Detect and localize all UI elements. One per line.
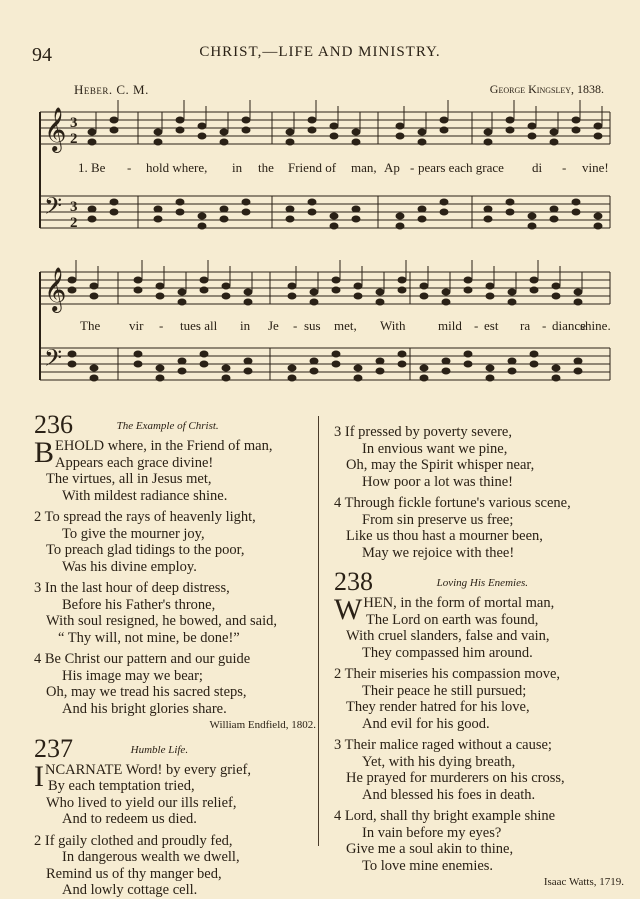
treble-clef-icon: 𝄞 (44, 107, 67, 151)
note-head (286, 216, 295, 223)
lyric-syllable: With (380, 318, 406, 333)
left-column (34, 412, 316, 899)
note-head (508, 289, 517, 296)
note-head (418, 139, 427, 146)
note-head (396, 223, 405, 230)
note-head (332, 287, 341, 294)
note-head (242, 117, 251, 124)
verse-line: And to redeem us died. (62, 811, 197, 827)
verse-line: And evil for his good. (362, 715, 490, 732)
lyric-syllable: ra (520, 318, 531, 333)
verse-line: “ Thy will, not mine, be done!” (58, 629, 240, 646)
bass-clef-icon: 𝄢 (44, 344, 63, 377)
note-head (486, 365, 495, 372)
lyric-syllable: 1. Be (78, 160, 106, 175)
note-head (156, 375, 165, 382)
note-head (486, 375, 495, 382)
note-head (200, 361, 209, 368)
lyric-syllable: pears each grace (418, 160, 504, 175)
verse-line: To love mine enemies. (362, 857, 494, 874)
lyric-syllable: vine! (582, 160, 609, 175)
verse-line: The Lord on earth was found, (366, 611, 539, 628)
note-head (308, 199, 317, 206)
note-head (572, 209, 581, 216)
note-head (244, 358, 253, 365)
note-head (420, 375, 429, 382)
note-head (154, 216, 163, 223)
verse-line: From sin preserve us free; (362, 511, 514, 528)
note-head (572, 117, 581, 124)
note-head (308, 209, 317, 216)
note-head (242, 209, 251, 216)
drop-cap: W (334, 593, 363, 626)
note-head (464, 287, 473, 294)
note-head (464, 351, 473, 358)
verse-line: With mildest radiance shine. (62, 487, 228, 504)
note-head (550, 216, 559, 223)
note-head (484, 206, 493, 213)
note-head (134, 287, 143, 294)
hymn-238 (334, 569, 624, 891)
note-head (242, 127, 251, 134)
note-head (352, 216, 361, 223)
stanza (334, 495, 624, 561)
stanza (34, 651, 316, 717)
note-head (134, 277, 143, 284)
note-head (222, 375, 231, 382)
note-head (176, 117, 185, 124)
verse-line: He prayed for murderers on his cross, (346, 770, 565, 786)
note-head (528, 133, 537, 140)
note-head (220, 206, 229, 213)
note-head (220, 129, 229, 136)
verse-line: In vain before my eyes? (362, 824, 502, 841)
tune-composer: George Kingsley, 1838. (489, 82, 604, 96)
note-head (308, 127, 317, 134)
note-head (178, 358, 187, 365)
note-head (528, 213, 537, 220)
verse-line: 4 Lord, shall thy bright example shine (334, 808, 556, 824)
note-head (330, 223, 339, 230)
note-head (244, 299, 253, 306)
stanza (334, 737, 624, 803)
column-divider (318, 416, 319, 846)
note-head (198, 133, 207, 140)
note-head (486, 293, 495, 300)
lyric-syllable: in (240, 318, 251, 333)
verse-line: Appears each grace divine! (55, 454, 214, 471)
note-head (178, 368, 187, 375)
note-head (530, 287, 539, 294)
verse-line: And his bright glories share. (62, 700, 227, 717)
note-head (352, 206, 361, 213)
lyric-syllable: Friend of (288, 160, 337, 175)
note-head (396, 133, 405, 140)
note-head (68, 277, 77, 284)
lyric-syllable: - (474, 318, 479, 333)
note-head (440, 127, 449, 134)
note-head (440, 199, 449, 206)
note-head (156, 365, 165, 372)
hymn-author: William Endfield, 1802. (209, 719, 316, 731)
note-head (530, 351, 539, 358)
note-head (332, 277, 341, 284)
note-head (594, 123, 603, 130)
verse-line: 4 Through fickle fortune's various scene, (334, 495, 571, 511)
note-head (90, 293, 99, 300)
stanza (334, 808, 624, 874)
note-head (572, 127, 581, 134)
stanza (34, 833, 316, 899)
note-head (552, 365, 561, 372)
verse-line: 2 Their miseries his compassion move, (334, 666, 561, 682)
lyric-syllable: man, (351, 160, 377, 175)
note-head (200, 277, 209, 284)
note-head (310, 358, 319, 365)
tune-name: Heber. C. M. (74, 82, 149, 97)
note-head (464, 361, 473, 368)
note-head (486, 283, 495, 290)
note-head (574, 299, 583, 306)
lyric-syllable: est (484, 318, 499, 333)
note-head (90, 375, 99, 382)
verse-line: 3 If pressed by poverty severe, (334, 424, 512, 440)
verse-line: EHOLD where, in the Friend of man, (55, 438, 273, 454)
verse-line: Before his Father's throne, (62, 596, 216, 613)
note-head (310, 289, 319, 296)
verse-line: HEN, in the form of mortal man, (363, 595, 555, 611)
note-head (354, 293, 363, 300)
lyric-syllable: tues all (180, 318, 218, 333)
lyric-syllable: - (410, 160, 415, 175)
note-head (484, 129, 493, 136)
note-head (198, 223, 207, 230)
verse-line: With cruel slanders, false and vain, (346, 628, 550, 644)
hymn-237-continued (334, 424, 624, 561)
note-head (352, 129, 361, 136)
note-head (440, 209, 449, 216)
note-head (418, 216, 427, 223)
note-head (442, 358, 451, 365)
note-head (88, 129, 97, 136)
note-head (484, 139, 493, 146)
note-head (594, 213, 603, 220)
note-head (376, 368, 385, 375)
note-head (552, 283, 561, 290)
note-head (550, 129, 559, 136)
verse-line: And blessed his foes in death. (362, 786, 536, 803)
note-head (90, 283, 99, 290)
time-signature-bottom: 2 (70, 215, 78, 231)
lyric-syllable: sus (304, 318, 321, 333)
note-head (508, 299, 517, 306)
note-head (508, 368, 517, 375)
lyric-syllable: - (562, 160, 567, 175)
verse-line: In dangerous wealth we dwell, (62, 849, 240, 865)
note-head (332, 361, 341, 368)
note-head (330, 133, 339, 140)
stanza (34, 580, 316, 646)
note-head (176, 209, 185, 216)
note-head (68, 361, 77, 368)
note-head (90, 365, 99, 372)
note-head (68, 287, 77, 294)
time-signature-top: 3 (70, 115, 78, 131)
note-head (88, 139, 97, 146)
note-head (418, 129, 427, 136)
note-head (200, 351, 209, 358)
note-head (550, 139, 559, 146)
note-head (506, 199, 515, 206)
stanza (334, 595, 624, 661)
lyric-syllable: shine. (580, 318, 611, 333)
verse-line: And lowly cottage cell. (62, 882, 198, 898)
lyric-syllable: - (293, 318, 298, 333)
lyric-syllable: Je (268, 318, 279, 333)
note-head (178, 289, 187, 296)
stanza (334, 666, 624, 732)
note-head (442, 368, 451, 375)
verse-line: They compassed him around. (362, 644, 533, 661)
verse-line: Like us thou hast a mourner been, (346, 528, 543, 544)
verse-line: His image may we bear; (62, 667, 203, 684)
verse-line: How poor a lot was thine! (362, 473, 514, 490)
note-head (354, 375, 363, 382)
verse-line: 2 To spread the rays of heavenly light, (34, 509, 256, 525)
note-head (420, 293, 429, 300)
hymn-236 (34, 412, 316, 734)
music-score (0, 0, 640, 400)
note-head (310, 299, 319, 306)
note-head (396, 213, 405, 220)
note-head (88, 206, 97, 213)
hymn-title: The Example of Christ. (116, 420, 219, 432)
note-head (574, 358, 583, 365)
verse-line: 2 If gaily clothed and proudly fed, (34, 832, 233, 849)
lyric-syllable: in (232, 160, 243, 175)
note-head (398, 287, 407, 294)
note-head (354, 283, 363, 290)
note-head (200, 287, 209, 294)
verse-line: With soul resigned, he bowed, and said, (46, 613, 277, 629)
note-head (574, 289, 583, 296)
note-head (68, 351, 77, 358)
note-head (198, 123, 207, 130)
lyric-syllable: vir (129, 318, 144, 333)
note-head (222, 293, 231, 300)
note-head (398, 351, 407, 358)
note-head (154, 139, 163, 146)
note-head (376, 289, 385, 296)
note-head (528, 223, 537, 230)
verse-line: Who lived to yield our ills relief, (46, 794, 237, 811)
note-head (550, 206, 559, 213)
note-head (484, 216, 493, 223)
note-head (396, 123, 405, 130)
note-head (110, 209, 119, 216)
treble-clef-icon: 𝄞 (44, 267, 67, 311)
lyric-syllable: - (127, 160, 132, 175)
verse-line: They render hatred for his love, (346, 699, 530, 715)
note-head (398, 277, 407, 284)
note-head (286, 139, 295, 146)
hymn-title: Humble Life. (130, 743, 189, 756)
verse-line: By each temptation tried, (48, 778, 195, 794)
verse-line: Was his divine employ. (62, 558, 197, 575)
verse-line: 3 In the last hour of deep distress, (34, 580, 230, 596)
drop-cap: I (34, 759, 44, 793)
lyric-syllable: di (532, 160, 543, 175)
note-head (156, 293, 165, 300)
page-header: CHRIST,—LIFE AND MINISTRY. (199, 44, 441, 60)
note-head (506, 117, 515, 124)
hymn-237 (34, 733, 316, 899)
note-head (352, 139, 361, 146)
note-head (418, 206, 427, 213)
note-head (220, 139, 229, 146)
note-head (528, 123, 537, 130)
verse-line: Yet, with his dying breath, (362, 753, 516, 770)
verse-line: 4 Be Christ our pattern and our guide (34, 651, 251, 667)
note-head (310, 368, 319, 375)
note-head (464, 277, 473, 284)
note-head (530, 277, 539, 284)
note-head (308, 117, 317, 124)
note-head (154, 129, 163, 136)
note-head (222, 365, 231, 372)
note-head (442, 289, 451, 296)
note-head (242, 199, 251, 206)
verse-line: Oh, may the Spirit whisper near, (346, 457, 535, 473)
note-head (288, 365, 297, 372)
note-head (110, 199, 119, 206)
note-head (376, 299, 385, 306)
note-head (176, 199, 185, 206)
note-head (288, 283, 297, 290)
drop-cap: B (34, 436, 55, 469)
note-head (110, 117, 119, 124)
verse-line: May we rejoice with thee! (362, 544, 515, 561)
note-head (332, 351, 341, 358)
note-head (286, 206, 295, 213)
note-head (110, 127, 119, 134)
lyric-syllable: the (258, 160, 274, 175)
verse-line: Give me a soul akin to thine, (346, 841, 514, 857)
note-head (552, 375, 561, 382)
note-head (288, 375, 297, 382)
note-head (288, 293, 297, 300)
note-head (88, 216, 97, 223)
note-head (154, 206, 163, 213)
note-head (376, 358, 385, 365)
note-head (442, 299, 451, 306)
stanza (34, 438, 316, 504)
stanza (34, 509, 316, 575)
hymn-number: 236 (34, 410, 73, 439)
lyric-syllable: - (542, 318, 547, 333)
note-head (178, 299, 187, 306)
bass-clef-icon: 𝄢 (44, 192, 63, 225)
note-head (330, 123, 339, 130)
time-signature-bottom: 2 (70, 131, 78, 147)
note-head (594, 223, 603, 230)
right-column (334, 424, 624, 891)
note-head (506, 127, 515, 134)
lyric-syllable: The (80, 318, 101, 333)
note-head (134, 351, 143, 358)
lyric-syllable: - (159, 318, 164, 333)
note-head (220, 216, 229, 223)
note-head (176, 127, 185, 134)
note-head (286, 129, 295, 136)
note-head (222, 283, 231, 290)
note-head (244, 368, 253, 375)
note-head (574, 368, 583, 375)
note-head (244, 289, 253, 296)
verse-line: The virtues, all in Jesus met, (46, 471, 212, 487)
note-head (398, 361, 407, 368)
note-head (198, 213, 207, 220)
verse-line: Oh, may we tread his sacred steps, (46, 684, 247, 700)
note-head (156, 283, 165, 290)
note-head (530, 361, 539, 368)
time-signature-top: 3 (70, 199, 78, 215)
note-head (420, 283, 429, 290)
note-head (552, 293, 561, 300)
note-head (572, 199, 581, 206)
hymn-number: 238 (334, 567, 373, 596)
hymn-author: Isaac Watts, 1719. (543, 876, 624, 888)
note-head (420, 365, 429, 372)
note-head (330, 213, 339, 220)
note-head (508, 358, 517, 365)
lyric-syllable: met, (334, 318, 357, 333)
hymn-title: Loving His Enemies. (436, 577, 528, 589)
page-number: 94 (32, 44, 52, 66)
lyric-syllable: hold where, (146, 160, 208, 175)
stanza (334, 424, 624, 490)
stanza (34, 759, 316, 828)
verse-line: To preach glad tidings to the poor, (46, 542, 245, 558)
verse-line: NCARNATE Word! by every grief, (45, 761, 251, 778)
lyric-syllable: mild (438, 318, 462, 333)
verse-line: Remind us of thy manger bed, (46, 865, 222, 882)
note-head (594, 133, 603, 140)
note-head (134, 361, 143, 368)
note-head (354, 365, 363, 372)
verse-line: Their peace he still pursued; (362, 682, 527, 699)
lyric-syllable: diance (552, 318, 586, 333)
hymn-number: 237 (34, 733, 73, 763)
note-head (440, 117, 449, 124)
lyric-syllable: Ap (384, 160, 400, 175)
verse-line: In envious want we pine, (362, 440, 508, 457)
note-head (506, 209, 515, 216)
verse-line: 3 Their malice raged without a cause; (334, 737, 552, 753)
verse-line: To give the mourner joy, (62, 525, 205, 542)
